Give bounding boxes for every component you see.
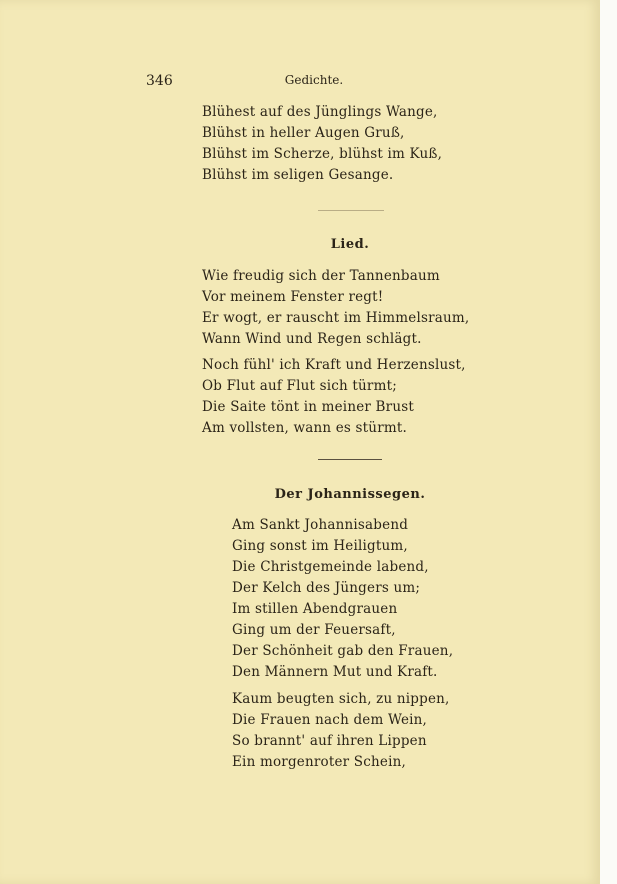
poem-line: Die Frauen nach dem Wein, — [232, 712, 428, 728]
poem-line: Blühest auf des Jünglings Wange, — [202, 104, 438, 120]
poem-line: Er wogt, er rauscht im Himmelsraum, — [202, 310, 470, 326]
poem-line: Kaum beugten sich, zu nippen, — [232, 691, 450, 707]
poem-line: Die Saite tönt in meiner Brust — [202, 399, 414, 415]
poem-title-lied: Lied. — [330, 237, 370, 252]
poem-line: Vor meinem Fenster regt! — [202, 289, 384, 305]
poem-line: So brannt' auf ihren Lippen — [232, 733, 427, 749]
running-head: Gedichte. — [284, 73, 344, 87]
poem-line: Der Kelch des Jüngers um; — [232, 580, 421, 596]
poem-line: Ging um der Feuersaft, — [232, 622, 396, 638]
poem-line: Der Schönheit gab den Frauen, — [232, 643, 454, 659]
poem-line: Ein morgenroter Schein, — [232, 754, 407, 770]
poem-line: Blühst im seligen Gesange. — [202, 167, 394, 183]
poem-line: Wann Wind und Regen schlägt. — [202, 331, 422, 347]
poem-line: Noch fühl' ich Kraft und Herzenslust, — [202, 357, 466, 373]
page-header — [146, 73, 482, 93]
poem-line: Wie freudig sich der Tannenbaum — [202, 268, 440, 284]
poem-title-johannissegen: Der Johannissegen. — [274, 487, 426, 502]
section-divider — [318, 459, 382, 460]
page-number: 346 — [146, 73, 173, 89]
poem-line: Blühst in heller Augen Gruß, — [202, 125, 405, 141]
poem-line: Am vollsten, wann es stürmt. — [202, 420, 407, 436]
poem-line: Den Männern Mut und Kraft. — [232, 664, 438, 680]
section-divider — [318, 210, 384, 211]
poem-line: Blühst im Scherze, blühst im Kuß, — [202, 146, 443, 162]
poem-line: Im stillen Abendgrauen — [232, 601, 398, 617]
poem-line: Die Christgemeinde labend, — [232, 559, 429, 575]
poem-line: Ging sonst im Heiligtum, — [232, 538, 408, 554]
poem-line: Ob Flut auf Flut sich türmt; — [202, 378, 397, 394]
page-edge — [600, 0, 617, 884]
poem-line: Am Sankt Johannisabend — [232, 517, 409, 533]
